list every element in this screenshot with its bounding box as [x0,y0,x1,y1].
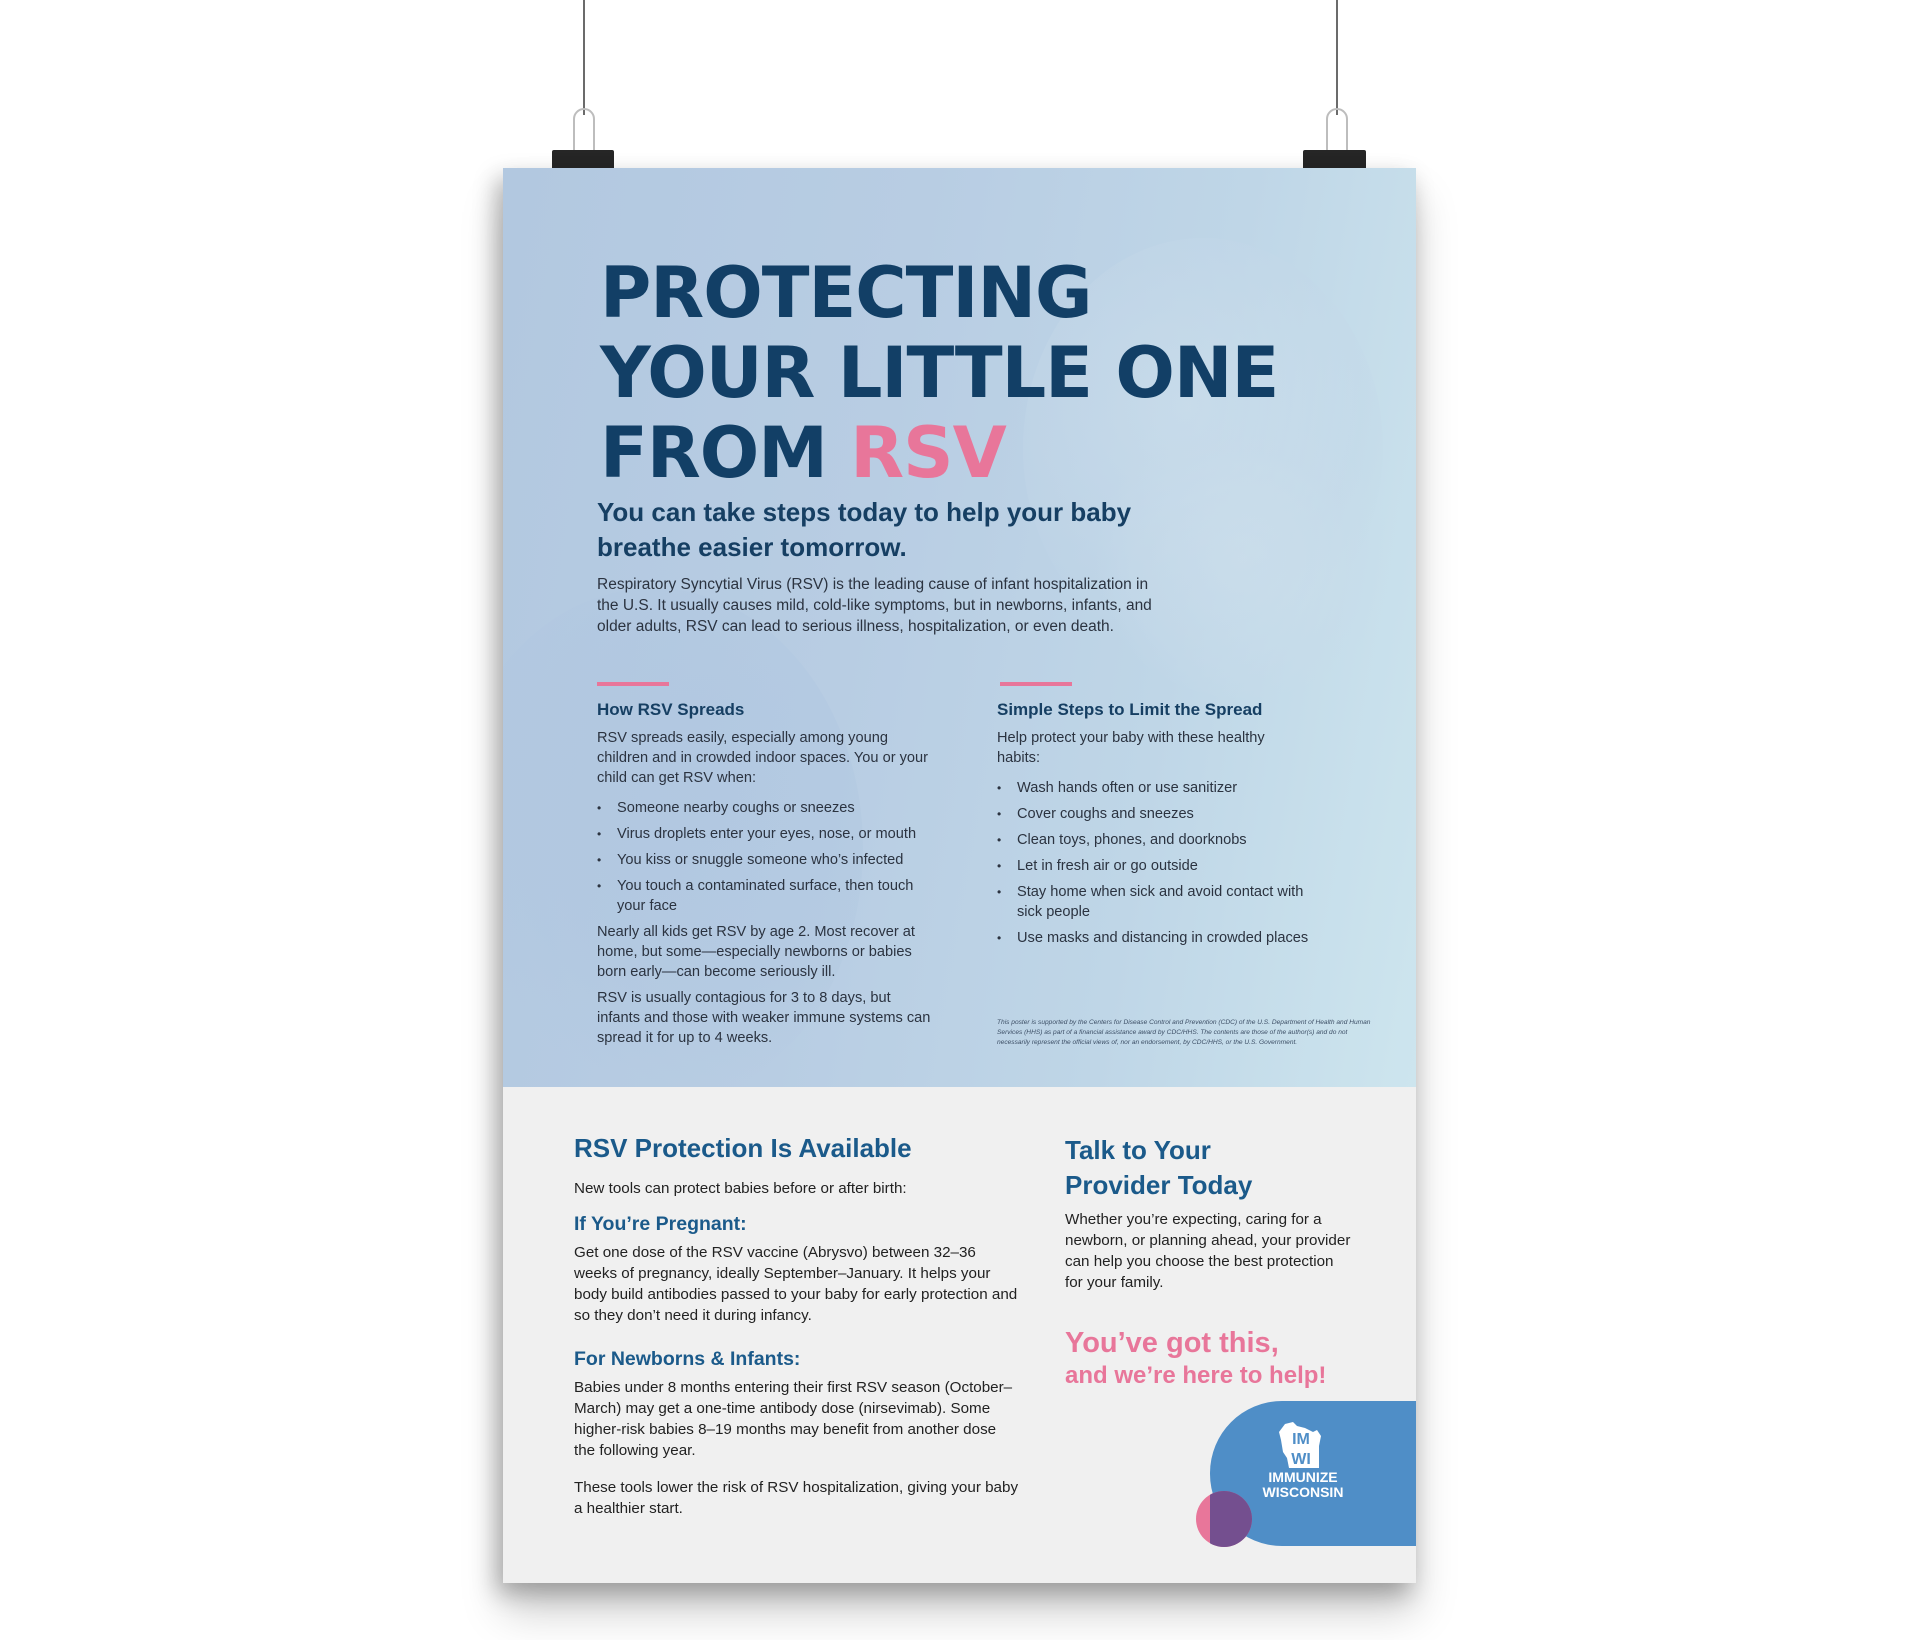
pregnant-text: Get one dose of the RSV vaccine (Abrysvo) between 32–36 weeks of pregnancy, ideally September–January. It helps your body build antibodies passed to your baby for early protection and so they don’t need it during infancy. [574,1244,1018,1324]
provider-section [1065,1133,1365,1391]
list-item: • Use masks and distancing in crowded places [997,928,1327,948]
rsv-poster [503,168,1416,1583]
simple-steps-section [997,700,1327,954]
provider-heading-line-2: Provider Today [1065,1170,1253,1200]
hanging-wire-left [583,0,585,115]
protection-heading: RSV Protection Is Available [574,1133,912,1163]
protection-section [574,1133,1019,1519]
newborns-heading: For Newborns & Infants: [574,1348,801,1370]
binder-clip-handle-right-icon [1326,108,1348,156]
simple-steps-lead: Help protect your baby with these healthy habits: [997,730,1265,766]
poster-title [600,253,1278,493]
logo-line-1: IMMUNIZE [1268,1469,1338,1485]
logo-mark-bottom: WI [1291,1451,1311,1468]
wisconsin-state-icon [1279,1422,1323,1470]
list-item: • You touch a contaminated surface, then touch your face [597,876,937,916]
hanging-wire-right [1336,0,1338,115]
pregnant-heading: If You’re Pregnant: [574,1213,747,1235]
cta-line-1: You’ve got this, [1065,1327,1279,1359]
list-item: • Cover coughs and sneezes [997,804,1327,824]
list-item: • Clean toys, phones, and doorknobs [997,830,1327,850]
poster-hero-panel [503,168,1416,1087]
how-rsv-spreads-heading: How RSV Spreads [597,700,745,719]
how-rsv-spreads-para-2: RSV is usually contagious for 3 to 8 days, but infants and those with weaker immune systems can spread it for up to 4 weeks. [597,990,931,1046]
title-line-2: YOUR LITTLE ONE [600,332,1279,414]
list-item: • You kiss or snuggle someone who’s infected [597,850,937,870]
poster-protection-panel [503,1087,1416,1583]
how-rsv-spreads-para-1: Nearly all kids get RSV by age 2. Most recover at home, but some—especially newborns or babies born early—can become seriously ill. [597,924,915,980]
provider-heading-line-1: Talk to Your [1065,1135,1211,1165]
list-item: • Wash hands often or use sanitizer [997,778,1327,798]
title-line-3 [600,413,1278,493]
binder-clip-handle-left-icon [573,108,595,156]
pink-divider-left [597,682,669,686]
list-item: • Let in fresh air or go outside [997,856,1327,876]
simple-steps-list [997,778,1327,948]
how-rsv-spreads-lead: RSV spreads easily, especially among young children and in crowded indoor spaces. You or your child can get RSV when: [597,730,929,786]
logo-line-2: WISCONSIN [1262,1484,1344,1500]
protection-closing: These tools lower the risk of RSV hospitalization, giving your baby a healthier start. [574,1479,1019,1517]
cdc-disclaimer: This poster is supported by the Centers for Disease Control and Prevention (CDC) of the U.S. Department of Health and Human Services (HHS) as part of a financial assistance award by CDC/HHS. The contents are those of the author(s) and do not necessarily represent the official views of, nor an endorsement, by CDC/HHS, or the U.S. Government. [997,1019,1371,1046]
cta-line-2: and we’re here to help! [1065,1362,1327,1389]
list-item: • Stay home when sick and avoid contact with sick people [997,882,1327,922]
provider-text: Whether you’re expecting, caring for a newborn, or planning ahead, your provider can help you choose the best protection for your family. [1065,1211,1351,1291]
simple-steps-heading: Simple Steps to Limit the Spread [997,700,1263,719]
poster-subtitle: You can take steps today to help your baby breathe easier tomorrow. [597,497,1132,562]
intro-paragraph: Respiratory Syncytial Virus (RSV) is the leading cause of infant hospitalization in the U.S. It usually causes mild, cold-like symptoms, but in newborns, infants, and older adults, RSV can lead to serious illness, hospitalization, or even death. [597,576,1152,635]
title-accent-rsv: RSV [850,412,1006,494]
provider-heading [1065,1133,1365,1203]
newborns-text: Babies under 8 months entering their first RSV season (October–March) may get a one-time antibody dose (nirsevimab). Some higher-risk babies 8–19 months may benefit from another dose the following year. [574,1379,1013,1459]
immunize-wisconsin-logo-text [1243,1470,1363,1500]
how-rsv-spreads-list [597,798,937,916]
pink-divider-right [1000,682,1072,686]
title-line-1: PROTECTING [600,252,1092,334]
list-item: • Someone nearby coughs or sneezes [597,798,937,818]
list-item: • Virus droplets enter your eyes, nose, or mouth [597,824,937,844]
title-line-3-prefix: FROM [600,412,851,494]
logo-mark-top: IM [1292,1431,1310,1448]
protection-lead: New tools can protect babies before or after birth: [574,1180,907,1197]
how-rsv-spreads-section [597,700,937,1048]
